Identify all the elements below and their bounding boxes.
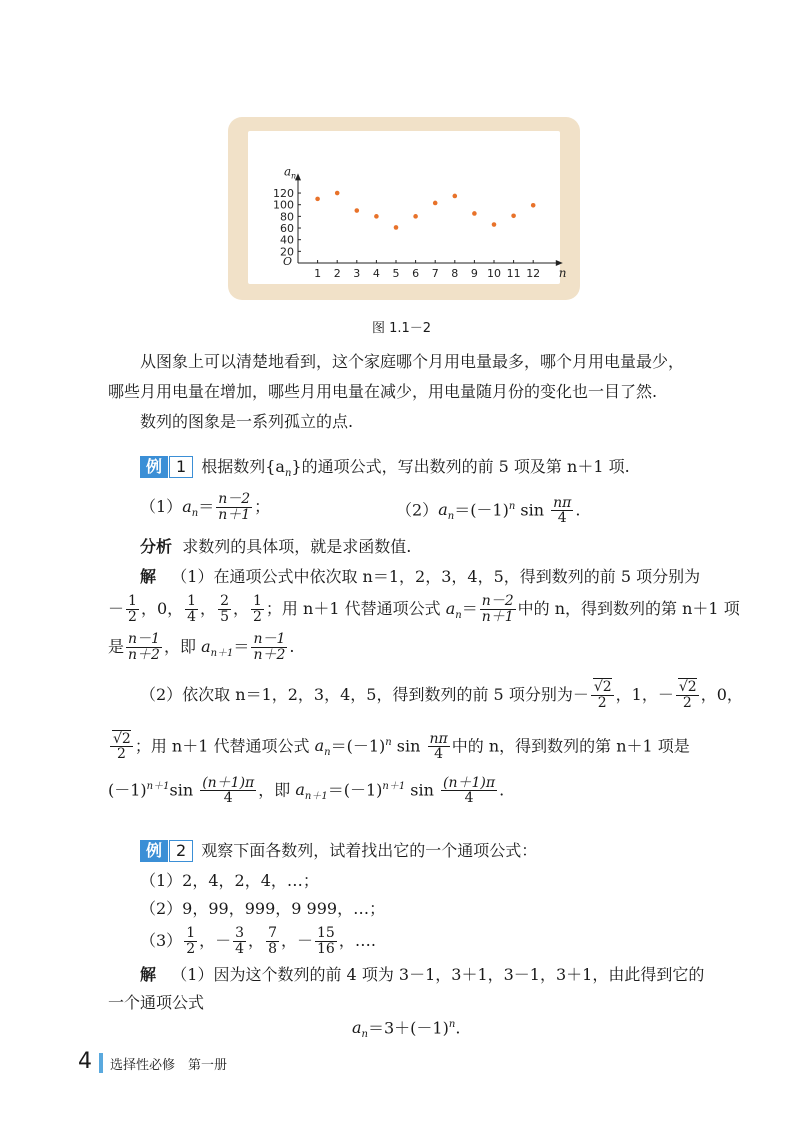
- x-tick-label: 2: [333, 267, 341, 280]
- x-tick-label: 6: [412, 267, 420, 280]
- solution-2-line-3: $(-1)^{n+1}\sin$ $\frac{(n+1)\pi}{4}$ ，即 $a_{n+1}=(-1)^{n+1}$ sin $\frac{(n+1)\pi}{4}$ .: [108, 774, 505, 807]
- data-point: [374, 214, 379, 219]
- example-number: 1: [169, 456, 193, 478]
- example-badge: 例: [140, 456, 168, 478]
- data-point: [355, 208, 360, 213]
- x-tick-label: 10: [487, 267, 501, 280]
- data-point: [315, 197, 320, 202]
- page-number: 4: [78, 1049, 92, 1074]
- data-point: [492, 222, 497, 227]
- data-point: [413, 214, 418, 219]
- x-tick-label: 7: [431, 267, 439, 280]
- paragraph-2: 数列的图象是一系列孤立的点.: [140, 412, 354, 431]
- solution-1-line-2: － $\frac{1}{2}$ ，0， $\frac{1}{4}$ ， $\frac{2}{5}$ ， $\frac{1}{2}$ ；用 n＋1 代替通项公式 $a_n=$ $\frac{n-2}{n+1}$ 中的 n，得到数列的第 n＋1 项: [108, 593, 740, 625]
- example-2-question: 观察下面各数列，试着找出它的一个通项公式：: [201, 841, 538, 860]
- example-1-question: 根据数列$\{a_n\}$的通项公式，写出数列的前 5 项及第 n＋1 项.: [201, 457, 630, 480]
- data-point: [453, 194, 458, 199]
- example-2-item-2: （2）9，99，999，9 999，…；: [140, 899, 386, 918]
- solution-2-line-1: （2）依次取 n＝1，2，3，4，5，得到数列的前 5 项分别为－ $\frac{√2}{2}$ ，1，－ $\frac{√2}{2}$ ，0，: [140, 679, 743, 711]
- example-badge: 例: [140, 840, 168, 862]
- example-1-header: [140, 456, 630, 485]
- origin-label: O: [282, 255, 292, 268]
- example-2-item-1: （1）2，4，2，4，…；: [140, 871, 319, 890]
- y-tick-label: 60: [280, 222, 294, 236]
- solution-1-line-1: 解 （1）在通项公式中依次取 n＝1，2，3，4，5，得到数列的前 5 项分别为: [140, 567, 701, 586]
- x-tick-label: 12: [526, 267, 541, 280]
- example-2-header: [140, 840, 537, 862]
- data-point: [433, 201, 438, 206]
- footer-accent-bar: [99, 1053, 103, 1073]
- figure-panel: [228, 117, 580, 300]
- x-tick-label: 1: [314, 267, 322, 280]
- figure-caption: 图 1.1－2: [372, 321, 432, 336]
- example-number: 2: [169, 840, 193, 862]
- analysis: 分析 求数列的具体项，就是求函数值.: [140, 537, 412, 556]
- x-tick-label: 11: [506, 267, 521, 280]
- x-tick-label: 4: [372, 267, 380, 280]
- paragraph-1-line-1: 从图象上可以清楚地看到，这个家庭哪个月用电量最多，哪个月用电量最少，: [140, 352, 685, 371]
- y-tick-label: 120: [273, 187, 294, 201]
- y-tick-label: 20: [280, 245, 294, 259]
- scatter-chart: [248, 131, 567, 284]
- data-point: [511, 213, 516, 218]
- data-point: [335, 191, 340, 196]
- final-formula: $a_n=3+(-1)^n$.: [352, 1018, 461, 1041]
- example-1-item-2: $(2)a_n=(-1)^n$ sin $\frac{n\pi}{4}$ .: [396, 494, 581, 527]
- x-tick-label: 5: [392, 267, 400, 280]
- example-1-item-1: $(1)a_n=$ $\frac{n-2}{n+1}$ ；: [140, 491, 271, 523]
- solution-2-line-2: $\frac{√2}{2}$ ；用 n＋1 代替通项公式 $a_n=(-1)^n$ sin $\frac{n\pi}{4}$ 中的 n，得到数列的第 n＋1 项是: [108, 726, 690, 771]
- solution-3-line-2: 一个通项公式: [108, 993, 205, 1012]
- x-axis-label: n: [558, 266, 567, 280]
- paragraph-1-line-2: 哪些月用电量在增加，哪些月用电量在减少，用电量随月份的变化也一目了然.: [108, 382, 658, 401]
- solution-1-line-3: 是 $\frac{n-1}{n+2}$ ，即 $a_{n+1}=$ $\frac{n-1}{n+2}$ .: [108, 631, 295, 663]
- example-2-item-3: （3） $\frac{1}{2}$ ，－ $\frac{3}{4}$ ， $\frac{7}{8}$ ，－ $\frac{15}{16}$ ，….: [140, 925, 376, 957]
- chart-canvas: [248, 131, 567, 284]
- x-tick-label: 9: [470, 267, 478, 280]
- data-point: [472, 211, 477, 216]
- y-axis-label: a: [284, 164, 292, 179]
- data-point: [394, 225, 399, 230]
- x-tick-label: 8: [451, 267, 459, 280]
- y-tick-label: 40: [280, 233, 294, 247]
- x-tick-label: 3: [353, 267, 361, 280]
- y-tick-label: 80: [280, 210, 294, 224]
- y-tick-label: 100: [273, 198, 294, 212]
- book-title: 选择性必修 第一册: [110, 1058, 228, 1073]
- data-point: [531, 203, 536, 208]
- y-axis-label-subscript: n: [291, 171, 297, 181]
- solution-3-line-1: 解 （1）因为这个数列的前 4 项为 3－1，3＋1，3－1，3＋1，由此得到它的: [140, 965, 705, 984]
